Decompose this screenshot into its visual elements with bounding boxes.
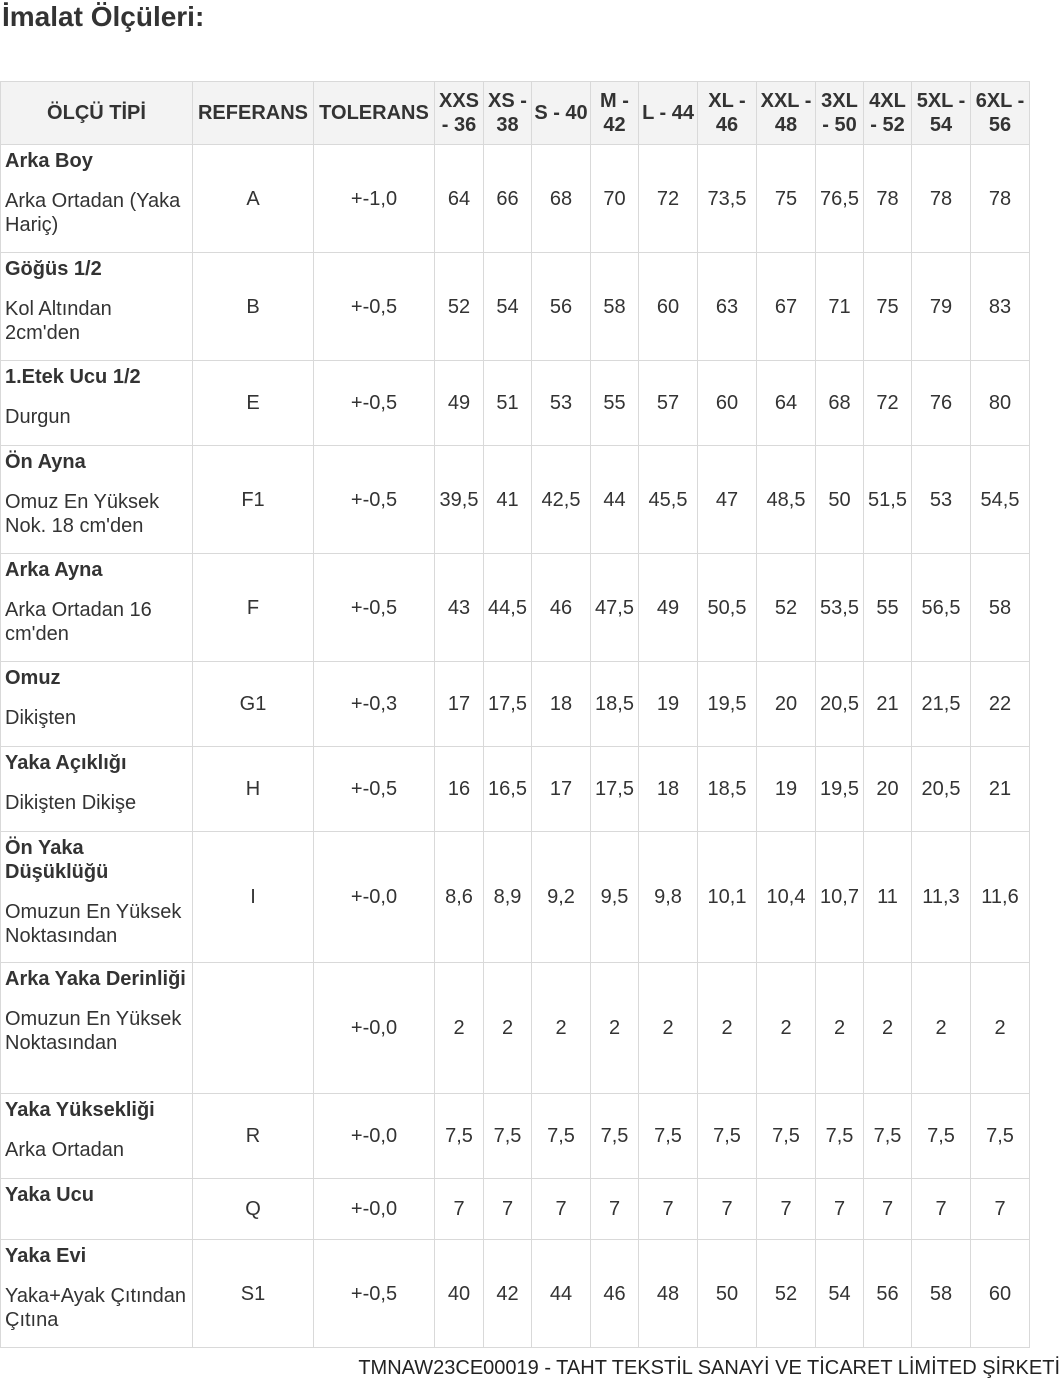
table-row (1, 662, 1030, 747)
column-header-size: XXL - 48 (757, 82, 816, 145)
size-value-cell: 7,5 (484, 1094, 532, 1179)
column-header-tolerance: TOLERANS (314, 82, 435, 145)
size-value-cell: 44 (532, 1240, 591, 1348)
measure-cell (1, 145, 193, 253)
size-value-cell: 72 (639, 145, 698, 253)
table-row (1, 446, 1030, 554)
size-value-cell: 43 (435, 554, 484, 662)
size-value-cell: 10,1 (698, 832, 757, 963)
measure-cell (1, 1094, 193, 1179)
size-value-cell: 50 (816, 446, 864, 554)
size-value-cell: 39,5 (435, 446, 484, 554)
table-row (1, 1094, 1030, 1179)
size-value-cell: 46 (532, 554, 591, 662)
size-value-cell: 19 (639, 662, 698, 747)
reference-cell: A (193, 145, 314, 253)
size-value-cell: 49 (435, 361, 484, 446)
measure-cell (1, 832, 193, 963)
measure-description: Omuzun En Yüksek Noktasından (5, 901, 182, 947)
measure-name: Arka Yaka Derinliği (5, 968, 186, 990)
tolerance-cell: +-0,5 (314, 554, 435, 662)
size-value-cell: 7 (532, 1179, 591, 1240)
size-value-cell: 47 (698, 446, 757, 554)
measure-name: Yaka Ucu (5, 1184, 94, 1206)
size-value-cell: 58 (912, 1240, 971, 1348)
column-header-size: 6XL - 56 (971, 82, 1030, 145)
measure-description: Dikişten (5, 707, 77, 729)
measure-cell (1, 747, 193, 832)
size-value-cell: 7 (639, 1179, 698, 1240)
measure-description: Omuzun En Yüksek Noktasından (5, 1008, 182, 1054)
size-value-cell: 80 (971, 361, 1030, 446)
size-value-cell: 18 (639, 747, 698, 832)
size-value-cell: 45,5 (639, 446, 698, 554)
size-value-cell: 54,5 (971, 446, 1030, 554)
table-row (1, 554, 1030, 662)
reference-cell: Q (193, 1179, 314, 1240)
size-value-cell: 55 (591, 361, 639, 446)
size-value-cell: 7,5 (639, 1094, 698, 1179)
column-header-measure-type: ÖLÇÜ TİPİ (1, 82, 193, 145)
size-value-cell: 60 (639, 253, 698, 361)
table-row (1, 253, 1030, 361)
size-value-cell: 7 (971, 1179, 1030, 1240)
measure-name: Yaka Açıklığı (5, 752, 127, 774)
size-value-cell: 49 (639, 554, 698, 662)
measure-name: Göğüs 1/2 (5, 258, 102, 280)
table-row (1, 145, 1030, 253)
measure-cell (1, 1240, 193, 1348)
size-value-cell: 54 (484, 253, 532, 361)
size-value-cell: 17,5 (484, 662, 532, 747)
size-value-cell: 9,5 (591, 832, 639, 963)
size-value-cell: 20,5 (912, 747, 971, 832)
column-header-size: L - 44 (639, 82, 698, 145)
size-value-cell: 11,6 (971, 832, 1030, 963)
size-value-cell: 21 (864, 662, 912, 747)
size-value-cell: 75 (864, 253, 912, 361)
size-value-cell: 64 (435, 145, 484, 253)
size-value-cell: 7 (816, 1179, 864, 1240)
size-value-cell: 19,5 (816, 747, 864, 832)
reference-cell (193, 963, 314, 1094)
size-value-cell: 18 (532, 662, 591, 747)
size-value-cell: 9,8 (639, 832, 698, 963)
reference-cell: S1 (193, 1240, 314, 1348)
size-value-cell: 7,5 (912, 1094, 971, 1179)
tolerance-cell: +-0,3 (314, 662, 435, 747)
table-row (1, 963, 1030, 1094)
column-header-reference: REFERANS (193, 82, 314, 145)
tolerance-cell: +-1,0 (314, 145, 435, 253)
size-value-cell: 53 (912, 446, 971, 554)
size-value-cell: 10,7 (816, 832, 864, 963)
size-value-cell: 21,5 (912, 662, 971, 747)
size-value-cell: 20 (757, 662, 816, 747)
size-value-cell: 2 (816, 963, 864, 1094)
size-value-cell: 7,5 (864, 1094, 912, 1179)
size-value-cell: 2 (757, 963, 816, 1094)
size-value-cell: 48 (639, 1240, 698, 1348)
measure-name: Yaka Yüksekliği (5, 1099, 155, 1121)
size-value-cell: 51 (484, 361, 532, 446)
size-value-cell: 2 (639, 963, 698, 1094)
size-value-cell: 48,5 (757, 446, 816, 554)
size-value-cell: 17 (532, 747, 591, 832)
size-value-cell: 2 (971, 963, 1030, 1094)
size-value-cell: 41 (484, 446, 532, 554)
size-value-cell: 53,5 (816, 554, 864, 662)
size-value-cell: 46 (591, 1240, 639, 1348)
size-value-cell: 44,5 (484, 554, 532, 662)
measure-description: Durgun (5, 406, 71, 428)
table-row (1, 832, 1030, 963)
size-value-cell: 8,9 (484, 832, 532, 963)
measure-cell (1, 253, 193, 361)
size-value-cell: 18,5 (591, 662, 639, 747)
table-row (1, 361, 1030, 446)
size-value-cell: 54 (816, 1240, 864, 1348)
size-value-cell: 44 (591, 446, 639, 554)
size-value-cell: 42,5 (532, 446, 591, 554)
column-header-size: 4XL - 52 (864, 82, 912, 145)
reference-cell: R (193, 1094, 314, 1179)
size-value-cell: 20,5 (816, 662, 864, 747)
size-value-cell: 78 (864, 145, 912, 253)
size-value-cell: 7,5 (435, 1094, 484, 1179)
measure-description: Arka Ortadan 16 cm'den (5, 599, 152, 645)
column-header-size: XXS - 36 (435, 82, 484, 145)
reference-cell: H (193, 747, 314, 832)
measure-description: Omuz En Yüksek Nok. 18 cm'den (5, 491, 160, 537)
column-header-size: 5XL - 54 (912, 82, 971, 145)
size-value-cell: 73,5 (698, 145, 757, 253)
measure-cell (1, 662, 193, 747)
size-value-cell: 21 (971, 747, 1030, 832)
size-value-cell: 76,5 (816, 145, 864, 253)
size-value-cell: 67 (757, 253, 816, 361)
measure-name: Yaka Evi (5, 1245, 87, 1267)
measure-name: Arka Ayna (5, 559, 103, 581)
size-value-cell: 52 (435, 253, 484, 361)
reference-cell: G1 (193, 662, 314, 747)
column-header-size: S - 40 (532, 82, 591, 145)
size-value-cell: 2 (532, 963, 591, 1094)
measure-description: Arka Ortadan (Yaka Hariç) (5, 190, 181, 236)
size-value-cell: 68 (816, 361, 864, 446)
size-value-cell: 7,5 (591, 1094, 639, 1179)
size-value-cell: 56,5 (912, 554, 971, 662)
size-value-cell: 7,5 (816, 1094, 864, 1179)
reference-cell: F1 (193, 446, 314, 554)
size-value-cell: 66 (484, 145, 532, 253)
size-value-cell: 7,5 (971, 1094, 1030, 1179)
measure-description: Arka Ortadan (5, 1139, 124, 1161)
size-value-cell: 51,5 (864, 446, 912, 554)
size-value-cell: 10,4 (757, 832, 816, 963)
measure-cell (1, 963, 193, 1094)
table-header-row (1, 82, 1030, 145)
size-value-cell: 55 (864, 554, 912, 662)
measure-description: Dikişten Dikişe (5, 792, 137, 814)
column-header-size: XL - 46 (698, 82, 757, 145)
size-value-cell: 7 (864, 1179, 912, 1240)
size-value-cell: 7,5 (532, 1094, 591, 1179)
reference-cell: F (193, 554, 314, 662)
size-value-cell: 72 (864, 361, 912, 446)
size-value-cell: 16 (435, 747, 484, 832)
measure-name: Ön Ayna (5, 451, 86, 473)
column-header-size: M - 42 (591, 82, 639, 145)
size-value-cell: 2 (864, 963, 912, 1094)
size-value-cell: 53 (532, 361, 591, 446)
table-row (1, 1179, 1030, 1240)
tolerance-cell: +-0,0 (314, 832, 435, 963)
size-value-cell: 70 (591, 145, 639, 253)
size-value-cell: 2 (591, 963, 639, 1094)
size-value-cell: 79 (912, 253, 971, 361)
measure-cell (1, 361, 193, 446)
size-value-cell: 7 (484, 1179, 532, 1240)
company-footer: TMNAW23CE00019 - TAHT TEKSTİL SANAYİ VE TİCARET LİMİTED ŞİRKETİ (358, 1357, 1060, 1379)
measure-description: Kol Altından 2cm'den (5, 298, 112, 344)
size-value-cell: 17,5 (591, 747, 639, 832)
size-value-cell: 9,2 (532, 832, 591, 963)
size-value-cell: 7 (757, 1179, 816, 1240)
size-value-cell: 16,5 (484, 747, 532, 832)
size-value-cell: 42 (484, 1240, 532, 1348)
size-value-cell: 57 (639, 361, 698, 446)
size-value-cell: 60 (698, 361, 757, 446)
size-value-cell: 75 (757, 145, 816, 253)
size-value-cell: 52 (757, 554, 816, 662)
tolerance-cell: +-0,5 (314, 361, 435, 446)
reference-cell: I (193, 832, 314, 963)
measure-name: Ön Yaka Düşüklüğü (5, 837, 109, 883)
size-value-cell: 2 (698, 963, 757, 1094)
tolerance-cell: +-0,5 (314, 446, 435, 554)
size-value-cell: 17 (435, 662, 484, 747)
tolerance-cell: +-0,0 (314, 963, 435, 1094)
size-value-cell: 22 (971, 662, 1030, 747)
size-value-cell: 11 (864, 832, 912, 963)
measure-name: 1.Etek Ucu 1/2 (5, 366, 141, 388)
size-value-cell: 19 (757, 747, 816, 832)
column-header-size: XS - 38 (484, 82, 532, 145)
size-value-cell: 7,5 (757, 1094, 816, 1179)
size-value-cell: 40 (435, 1240, 484, 1348)
size-value-cell: 7 (698, 1179, 757, 1240)
size-value-cell: 68 (532, 145, 591, 253)
size-value-cell: 7 (591, 1179, 639, 1240)
size-value-cell: 50 (698, 1240, 757, 1348)
tolerance-cell: +-0,5 (314, 1240, 435, 1348)
size-value-cell: 71 (816, 253, 864, 361)
measure-name: Omuz (5, 667, 61, 689)
size-value-cell: 18,5 (698, 747, 757, 832)
size-value-cell: 58 (971, 554, 1030, 662)
measure-cell (1, 1179, 193, 1240)
size-value-cell: 58 (591, 253, 639, 361)
size-value-cell: 2 (912, 963, 971, 1094)
size-value-cell: 19,5 (698, 662, 757, 747)
tolerance-cell: +-0,5 (314, 253, 435, 361)
size-value-cell: 78 (912, 145, 971, 253)
measure-cell (1, 446, 193, 554)
measurement-table (0, 81, 1030, 1348)
size-value-cell: 78 (971, 145, 1030, 253)
size-value-cell: 76 (912, 361, 971, 446)
table-row (1, 747, 1030, 832)
column-header-size: 3XL - 50 (816, 82, 864, 145)
size-value-cell: 64 (757, 361, 816, 446)
tolerance-cell: +-0,5 (314, 747, 435, 832)
size-value-cell: 56 (864, 1240, 912, 1348)
size-value-cell: 56 (532, 253, 591, 361)
measure-name: Arka Boy (5, 150, 93, 172)
size-value-cell: 50,5 (698, 554, 757, 662)
size-value-cell: 7 (435, 1179, 484, 1240)
measure-description: Yaka+Ayak Çıtından Çıtına (5, 1285, 187, 1331)
page-title: İmalat Ölçüleri: (2, 1, 205, 32)
size-value-cell: 63 (698, 253, 757, 361)
table-row (1, 1240, 1030, 1348)
reference-cell: E (193, 361, 314, 446)
table-body (1, 145, 1030, 1348)
size-value-cell: 2 (435, 963, 484, 1094)
tolerance-cell: +-0,0 (314, 1094, 435, 1179)
size-value-cell: 7,5 (698, 1094, 757, 1179)
measure-cell (1, 554, 193, 662)
size-value-cell: 52 (757, 1240, 816, 1348)
size-value-cell: 20 (864, 747, 912, 832)
size-value-cell: 83 (971, 253, 1030, 361)
size-value-cell: 60 (971, 1240, 1030, 1348)
size-value-cell: 47,5 (591, 554, 639, 662)
tolerance-cell: +-0,0 (314, 1179, 435, 1240)
reference-cell: B (193, 253, 314, 361)
size-value-cell: 7 (912, 1179, 971, 1240)
size-value-cell: 11,3 (912, 832, 971, 963)
size-value-cell: 8,6 (435, 832, 484, 963)
size-value-cell: 2 (484, 963, 532, 1094)
